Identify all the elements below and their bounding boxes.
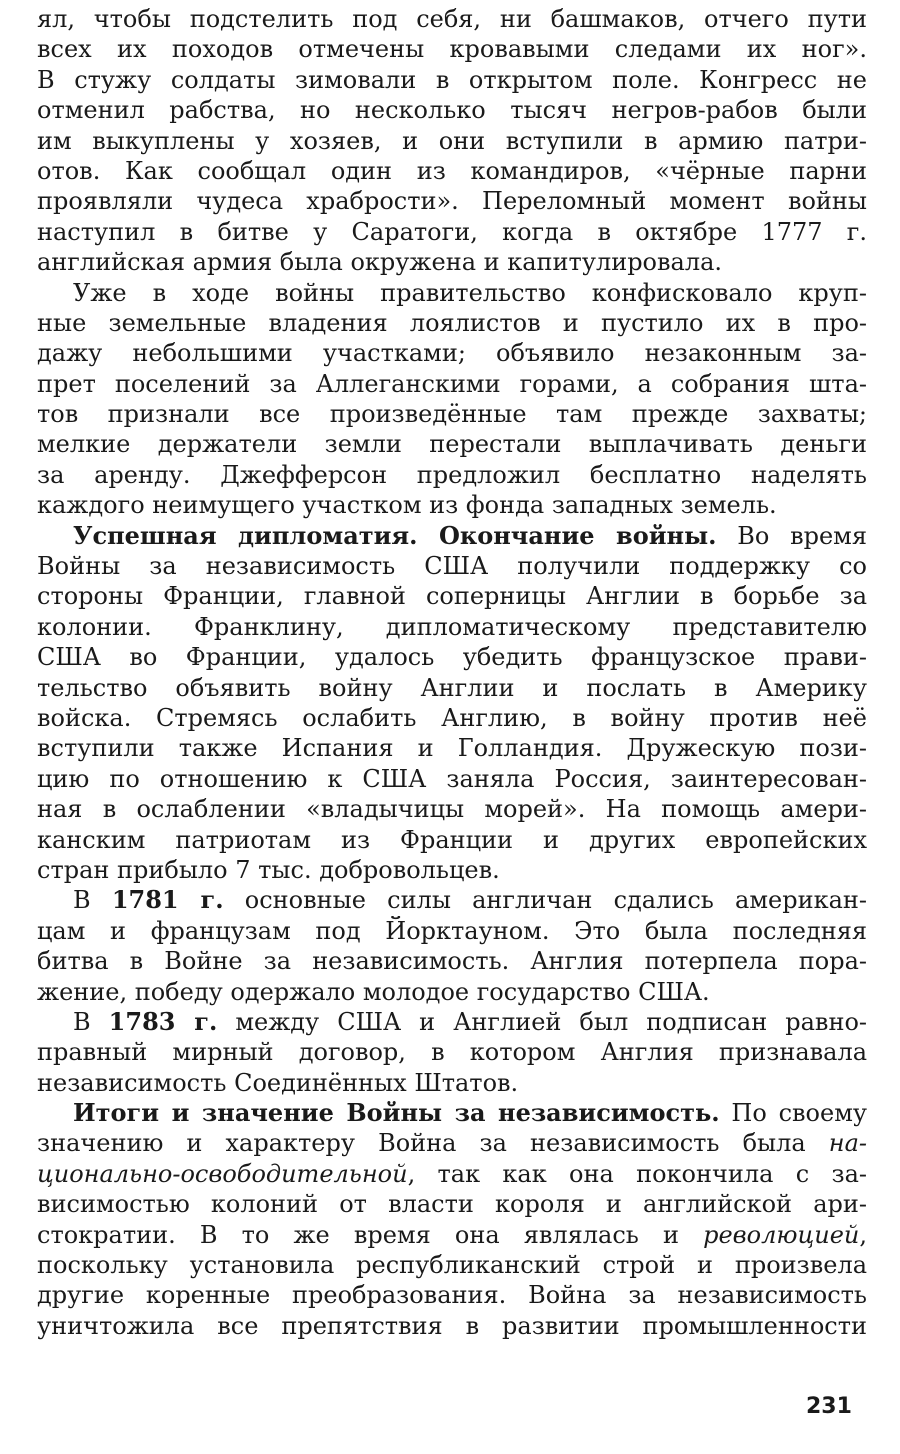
date-highlight: 1781 г. [111,885,224,915]
text-fragment: , так как она покончила с за- [407,1159,867,1188]
text-fragment: В [73,886,112,915]
text-line [37,1098,867,1128]
text-line: наступил в битве у Саратоги, когда в октябре 1777 г. [37,217,867,246]
emphasis-term: на- [828,1129,867,1158]
text-line: висимостью колоний от власти короля и английской ари- [37,1190,867,1219]
text-fragment: Во время [716,521,867,550]
paragraph-yorktown [37,885,867,1007]
paragraph-results [37,1098,867,1341]
text-line: дажу небольшими участками; объявило незаконным за- [37,339,867,368]
text-fragment: значению и характеру Война за независимость была [37,1129,829,1158]
emphasis-term: ционально-освободительной [37,1159,408,1188]
text-line: за аренду. Джефферсон предложил бесплатно наделять [37,460,867,489]
text-line: независимость Соединённых Штатов. [37,1068,519,1097]
text-fragment: В [73,1007,109,1036]
text-line [37,1128,867,1158]
text-line: отов. Как сообщал один из командиров, «чёрные парни [37,156,867,185]
text-fragment: основные силы англичан сдались американ- [223,886,867,915]
text-line: мелкие держатели земли перестали выплачивать деньги [37,430,867,459]
page-number: 231 [806,1394,852,1419]
text-line: английская армия была окружена и капитулировала. [37,248,723,277]
paragraph-land-reforms [37,278,867,521]
text-line [37,1220,867,1250]
text-line: стороны Франции, главной соперницы Англии в борьбе за [37,582,867,611]
text-line: проявляли чудеса храбрости». Переломный момент войны [37,187,867,216]
section-heading-results: Итоги и значение Войны за независимость. [73,1098,720,1128]
text-line: США во Франции, удалось убедить французское прави- [37,643,867,672]
text-line: В стужу солдаты зимовали в открытом поле. Конгресс не [37,65,867,94]
paragraph-war-hardships [37,4,867,278]
text-line: тов признали все произведённые там прежде захваты; [37,400,867,429]
text-line: битва в Войне за независимость. Англия потерпела пора- [37,947,867,976]
paragraph-peace-treaty [37,1007,867,1098]
text-line [37,1159,867,1189]
text-line [37,1007,867,1037]
text-line: ная в ослаблении «владычицы морей». На помощь амери- [37,795,867,824]
text-line: Уже в ходе войны правительство конфисковало круп- [73,278,867,307]
text-fragment: , [859,1220,867,1249]
text-line: правный мирный договор, в котором Англия признавала [37,1038,867,1067]
text-line: канским патриотам из Франции и других европейских [37,825,867,854]
emphasis-term: революцией [703,1220,860,1249]
text-line: войска. Стремясь ослабить Англию, в войну против неё [37,703,867,732]
text-line: поскольку установила республиканский строй и произвела [37,1251,867,1280]
text-line: каждого неимущего участком из фонда западных земель. [37,491,777,520]
text-line: колонии. Франклину, дипломатическому представителю [37,612,867,641]
text-line: цам и французам под Йорктауном. Это была последняя [37,916,867,945]
text-line: ные земельные владения лоялистов и пустило их в про- [37,308,867,337]
text-fragment: стократии. В то же время она являлась и [37,1220,704,1249]
text-line: уничтожила все препятствия в развитии промышленности [37,1311,867,1340]
text-line: им выкуплены у хозяев, и они вступили в армию патри- [37,126,867,155]
text-line: ял, чтобы подстелить под себя, ни башмаков, отчего пути [37,5,867,33]
text-line: прет поселений за Аллеганскими горами, а собрания шта- [37,369,867,398]
text-fragment: между США и Англией был подписан равно- [217,1007,867,1036]
text-line [37,885,867,915]
textbook-page [37,4,867,1341]
text-line [37,521,867,551]
text-line: цию по отношению к США заняла Россия, заинтересован- [37,764,867,793]
text-line: тельство объявить войну Англии и послать в Америку [37,673,867,702]
text-line: другие коренные преобразования. Война за независимость [37,1281,867,1310]
text-line: вступили также Испания и Голландия. Дружескую пози- [37,734,867,763]
text-line: Войны за независимость США получили поддержку со [37,552,867,581]
paragraph-diplomacy [37,521,867,886]
text-line: жение, победу одержало молодое государство США. [37,977,710,1006]
text-line: стран прибыло 7 тыс. добровольцев. [37,855,500,884]
section-heading-diplomacy: Успешная дипломатия. Окончание войны. [73,520,717,550]
date-highlight: 1783 г. [108,1006,218,1036]
text-fragment: По своему [719,1099,867,1128]
text-line: всех их походов отмечены кровавыми следами их ног». [37,35,867,64]
text-line: отменил рабства, но несколько тысяч негров-рабов были [37,96,867,125]
